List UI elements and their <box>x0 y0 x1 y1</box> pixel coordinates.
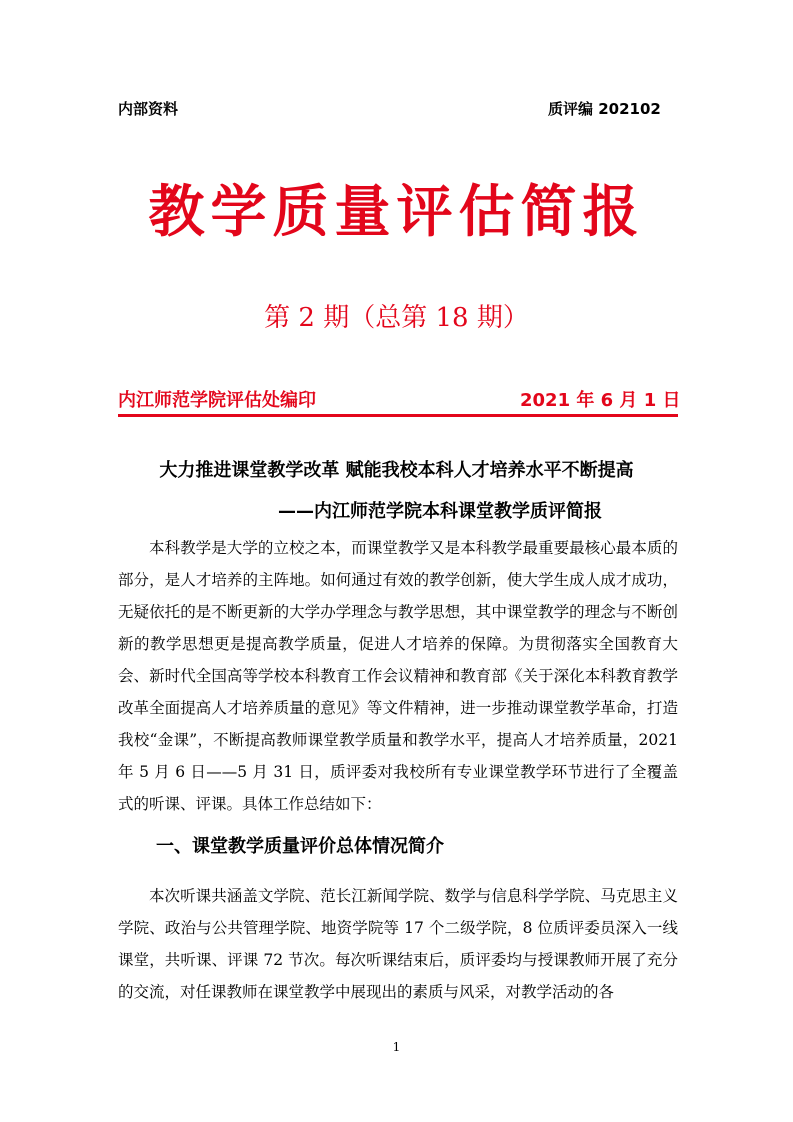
masthead-divider <box>118 414 678 417</box>
issue-number: 第 2 期（总第 18 期） <box>264 303 529 333</box>
header-internal-label: 内部资料 <box>118 100 179 118</box>
page-number: 1 <box>392 1040 401 1054</box>
article-subtitle: ——内江师范学院本科课堂教学质评简报 <box>278 501 602 522</box>
editor-line: 内江师范学院评估处编印 <box>118 390 316 411</box>
article-title: 大力推进课堂教学改革 赋能我校本科人才培养水平不断提高 <box>159 460 634 481</box>
article-paragraph: 本次听课共涵盖文学院、范长江新闻学院、数学与信息科学学院、马克思主义学院、政治与公共管理学院、地资学院等 17 个二级学院，8 位质评委员深入一线课堂，共听课、评课 72 节次。每次听课结束后，质评委均与授课教师开展了充分的交流，对任课教师在课堂教学中展现出的素质与风采，对教学活动的各 <box>118 887 678 1001</box>
article-paragraph: 本科教学是大学的立校之本，而课堂教学又是本科教学最重要最核心最本质的部分，是人才培养的主阵地。如何通过有效的教学创新，使大学生成人成才成功，无疑依托的是不断更新的大学办学理念与教学思想，其中课堂教学的理念与不断创新的教学思想更是提高教学质量，促进人才培养的保障。为贯彻落实全国教育大会、新时代全国高等学校本科教育工作会议精神和教育部《关于深化本科教育教学改革全面提高人才培养质量的意见》等文件精神，进一步推动课堂教学革命，打造我校“金课”，不断提高教师课堂教学质量和教学水平，提高人才培养质量，2021 年 5 月 6 日——5 月 31 日，质评委对我校所有专业课堂教学环节进行了全覆盖式的听课、评课。具体工作总结如下： <box>118 539 678 813</box>
publish-date: 2021 年 6 月 1 日 <box>520 390 681 411</box>
header-serial-number: 质评编 202102 <box>548 100 661 118</box>
bulletin-title: 教学质量评估简报 <box>148 180 645 245</box>
section-heading: 一、课堂教学质量评价总体情况简介 <box>156 836 444 857</box>
